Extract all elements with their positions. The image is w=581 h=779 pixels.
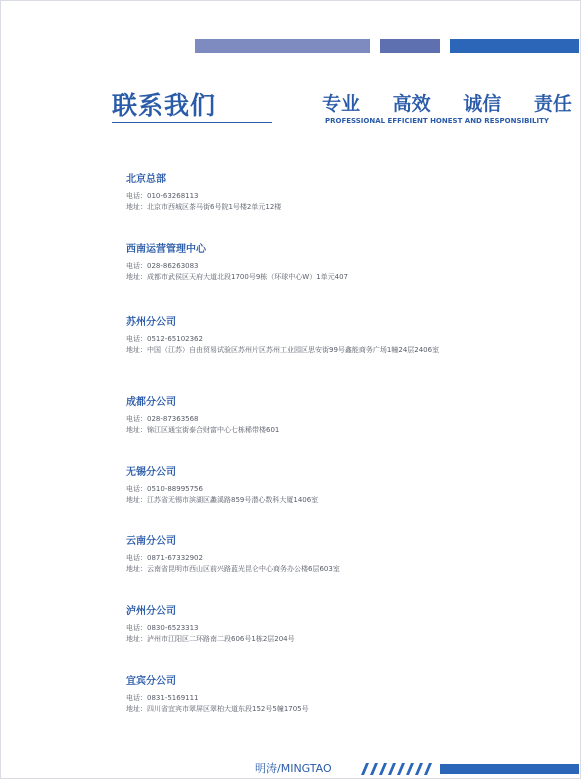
- footer-stripes: [357, 763, 437, 775]
- office-name: 云南分公司: [126, 536, 176, 547]
- office-address: [126, 272, 456, 283]
- footer-bar: [440, 764, 579, 774]
- address-label: 地址：: [126, 346, 147, 354]
- office-address: [126, 202, 456, 213]
- phone-number: 0830-6523313: [147, 624, 199, 632]
- office-phone: [126, 414, 456, 425]
- office-phone: [126, 553, 456, 564]
- slogan-english: PROFESSIONAL EFFICIENT HONEST AND RESPONSIBILITY: [325, 117, 549, 125]
- office-entry: [126, 240, 456, 283]
- office-name: 宜宾分公司: [126, 676, 176, 687]
- address-text: 中国（江苏）自由贸易试验区苏州片区苏州工业园区思安街99号鑫能商务广场1幢24层2406室: [147, 346, 440, 354]
- office-phone: [126, 484, 456, 495]
- phone-label: 电话：: [126, 554, 147, 562]
- address-text: 泸州市江阳区二环路南二段606号1栋2层204号: [147, 635, 295, 643]
- office-entry: [126, 532, 456, 575]
- office-entry: [126, 170, 456, 213]
- slogan-word: 专业: [322, 93, 361, 115]
- office-entry: [126, 602, 456, 645]
- office-address: [126, 425, 456, 436]
- slogan: [322, 89, 581, 116]
- phone-label: 电话：: [126, 415, 147, 423]
- office-phone: [126, 191, 456, 202]
- office-address: [126, 495, 456, 506]
- office-entry: [126, 393, 456, 436]
- address-text: 成都市武侯区天府大道北段1700号9栋（环球中心W）1单元407: [147, 273, 349, 281]
- address-label: 地址：: [126, 426, 147, 434]
- page-title: 联系我们: [112, 91, 217, 120]
- phone-label: 电话：: [126, 262, 147, 270]
- office-address: [126, 704, 456, 715]
- phone-number: 028-86263083: [147, 262, 199, 270]
- phone-label: 电话：: [126, 694, 147, 702]
- office-entry: [126, 672, 456, 715]
- office-entry: [126, 463, 456, 506]
- office-name: 北京总部: [126, 174, 166, 185]
- header-bar-light: [195, 39, 370, 53]
- phone-number: 0510-88995756: [147, 485, 203, 493]
- office-address: [126, 345, 456, 356]
- office-name: 苏州分公司: [126, 317, 176, 328]
- office-entry: [126, 313, 456, 356]
- phone-number: 0512-65102362: [147, 335, 203, 343]
- office-name: 无锡分公司: [126, 467, 176, 478]
- address-label: 地址：: [126, 565, 147, 573]
- header-bar-dark: [450, 39, 579, 53]
- phone-number: 010-63268113: [147, 192, 199, 200]
- office-name: 成都分公司: [126, 397, 176, 408]
- office-name: 泸州分公司: [126, 606, 176, 617]
- header-bar-mid: [380, 39, 440, 53]
- address-text: 锦江区通宝街泰合财富中心七栋稀带楼601: [147, 426, 280, 434]
- office-phone: [126, 623, 456, 634]
- phone-number: 0871-67332902: [147, 554, 203, 562]
- office-phone: [126, 693, 456, 704]
- phone-label: 电话：: [126, 485, 147, 493]
- phone-number: 0831-5169111: [147, 694, 199, 702]
- address-label: 地址：: [126, 496, 147, 504]
- footer-brand: 明涛/MINGTAO: [255, 762, 332, 775]
- phone-label: 电话：: [126, 335, 147, 343]
- address-label: 地址：: [126, 635, 147, 643]
- slogan-word: 责任: [533, 93, 572, 115]
- address-label: 地址：: [126, 203, 147, 211]
- address-text: 北京市西城区茶马街6号院1号楼2单元12楼: [147, 203, 282, 211]
- address-label: 地址：: [126, 705, 147, 713]
- address-text: 云南省昆明市西山区前兴路蓝光昆仑中心商务办公楼6层603室: [147, 565, 340, 573]
- phone-label: 电话：: [126, 192, 147, 200]
- title-underline: [112, 122, 272, 123]
- phone-label: 电话：: [126, 624, 147, 632]
- office-address: [126, 634, 456, 645]
- address-label: 地址：: [126, 273, 147, 281]
- slogan-word: 诚信: [463, 93, 502, 115]
- address-text: 四川省宜宾市翠屏区翠柏大道东段152号5幢1705号: [147, 705, 309, 713]
- office-phone: [126, 334, 456, 345]
- phone-number: 028-87363568: [147, 415, 199, 423]
- office-name: 西南运营管理中心: [126, 244, 206, 255]
- slogan-word: 高效: [392, 93, 431, 115]
- address-text: 江苏省无锡市滨湖区蠡溪路859号潜心数科大厦1406室: [147, 496, 319, 504]
- office-phone: [126, 261, 456, 272]
- office-address: [126, 564, 456, 575]
